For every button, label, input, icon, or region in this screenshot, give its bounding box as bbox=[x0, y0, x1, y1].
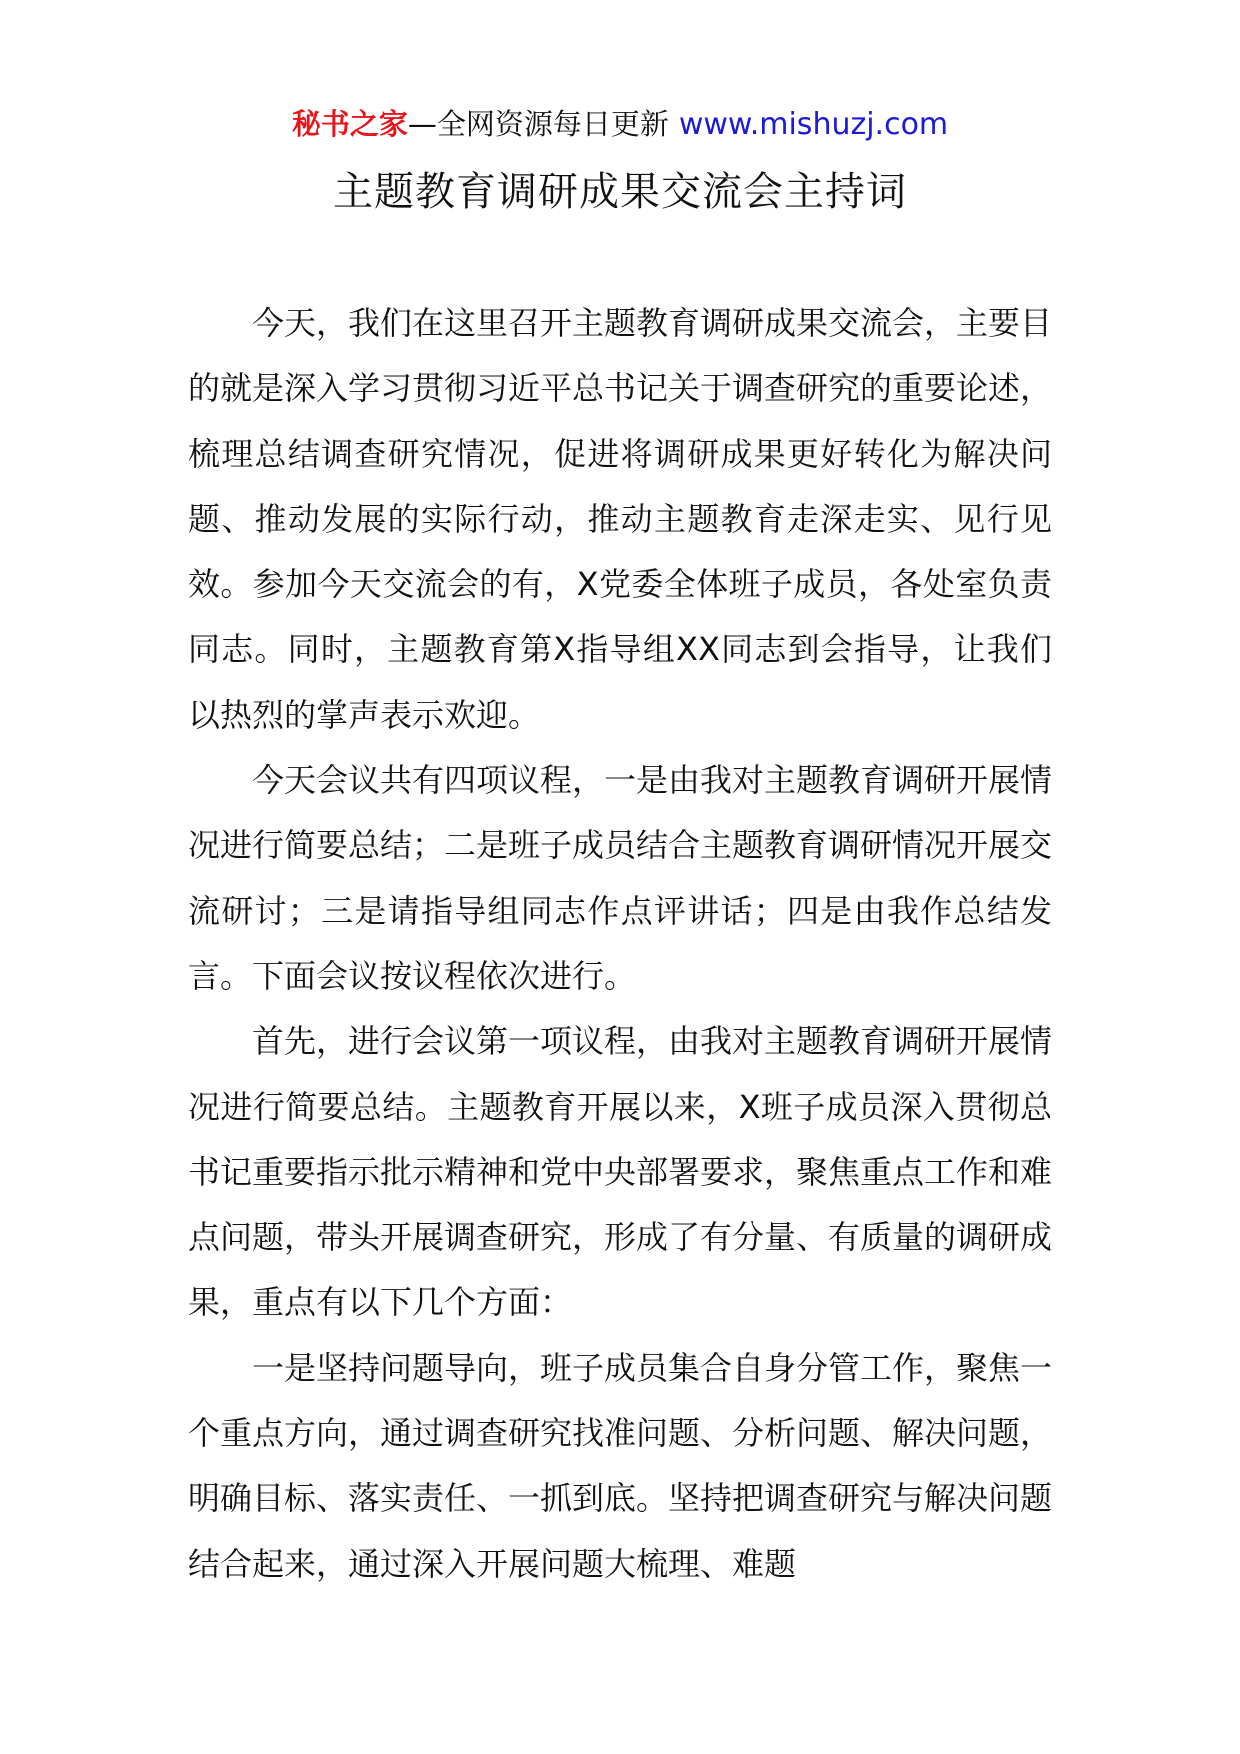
site-url-link[interactable]: www.mishuzj.com bbox=[678, 107, 949, 142]
paragraph-point-one: 一是坚持问题导向，班子成员集合自身分管工作，聚焦一个重点方向，通过调查研究找准问题、分析问题、解决问题，明确目标、落实责任、一抓到底。坚持把调查研究与解决问题结合起来，通过深入开展问题大梳理、难题 bbox=[188, 1348, 1053, 1583]
site-slogan: —全网资源每日更新 bbox=[407, 107, 669, 141]
document-title: 主题教育调研成果交流会主持词 bbox=[333, 169, 907, 215]
paragraph-agenda: 今天会议共有四项议程，一是由我对主题教育调研开展情况进行简要总结；二是班子成员结合主题教育调研情况开展交流研讨；三是请指导组同志作点评讲话；四是由我作总结发言。下面会议按议程依次进行。 bbox=[188, 761, 1053, 995]
site-name: 秘书之家 bbox=[291, 107, 408, 141]
site-header bbox=[0, 104, 1240, 145]
paragraph-first-item: 首先，进行会议第一项议程，由我对主题教育调研开展情况进行简要总结。主题教育开展以来，X班子成员深入贯彻总书记重要指示批示精神和党中央部署要求，聚焦重点工作和难点问题，带头开展调查研究，形成了有分量、有质量的调研成果，重点有以下几个方面： bbox=[188, 1022, 1053, 1322]
paragraph-opening: 今天，我们在这里召开主题教育调研成果交流会，主要目的就是深入学习贯彻习近平总书记关于调查研究的重要论述，梳理总结调查研究情况，促进将调研成果更好转化为解决问题、推动发展的实际行动，推动主题教育走深走实、见行见效。参加今天交流会的有，X党委全体班子成员，各处室负责同志。同时，主题教育第X指导组XX同志到会指导，让我们以热烈的掌声表示欢迎。 bbox=[188, 304, 1053, 734]
document-body bbox=[188, 291, 1052, 1597]
